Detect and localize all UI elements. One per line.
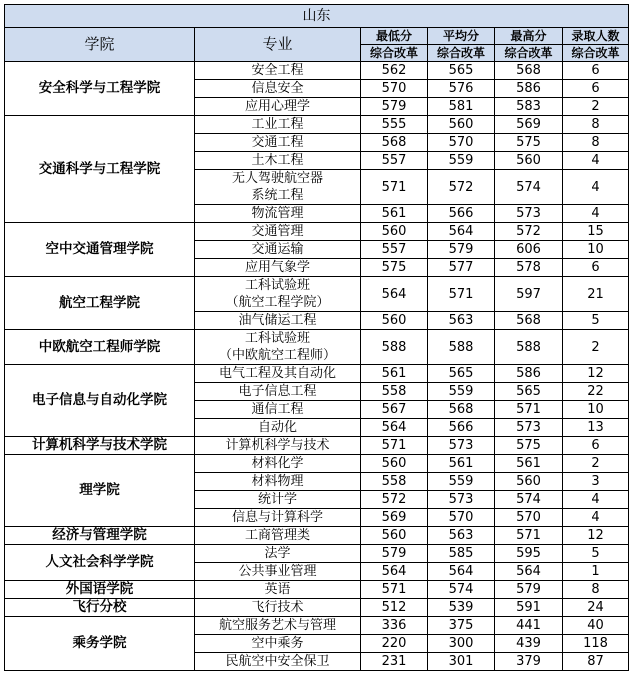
major-name: 航空服务艺术与管理 [218, 618, 336, 633]
admission-score-table [4, 4, 629, 671]
major-cell [195, 80, 361, 98]
max-score-cell: 579 [495, 581, 563, 599]
table-row [5, 365, 629, 383]
max-score-cell: 573 [495, 205, 563, 223]
avg-score-cell: 300 [428, 635, 495, 653]
min-score-cell: 568 [361, 134, 428, 152]
min-score-cell: 220 [361, 635, 428, 653]
major-name: 土木工程 [251, 153, 304, 168]
major-cell [195, 330, 361, 365]
major-cell [195, 365, 361, 383]
major-name: 信息安全 [251, 81, 304, 96]
max-score-cell: 595 [495, 545, 563, 563]
admitted-count-cell: 4 [563, 491, 629, 509]
major-name: 英语 [264, 582, 291, 597]
min-score-cell: 558 [361, 473, 428, 491]
admitted-count-cell: 6 [563, 259, 629, 277]
max-score-cell: 591 [495, 599, 563, 617]
min-score-cell: 571 [361, 437, 428, 455]
min-score-cell: 562 [361, 62, 428, 80]
min-score-cell: 561 [361, 205, 428, 223]
avg-score-cell: 570 [428, 509, 495, 527]
major-name: 公共事业管理 [238, 564, 317, 579]
college-cell: 人文社会科学学院 [5, 545, 195, 581]
major-name: 计算机科学与技术 [225, 438, 330, 453]
max-score-cell: 561 [495, 455, 563, 473]
max-score-cell: 572 [495, 223, 563, 241]
admitted-count-cell: 118 [563, 635, 629, 653]
avg-score-cell: 574 [428, 581, 495, 599]
admitted-count-cell: 6 [563, 80, 629, 98]
max-score-cell: 569 [495, 116, 563, 134]
major-name: 无人驾驶航空器 [231, 171, 323, 186]
major-name: 电气工程及其自动化 [218, 366, 336, 381]
major-cell [195, 170, 361, 205]
major-cell [195, 473, 361, 491]
max-score-cell: 575 [495, 437, 563, 455]
college-cell: 乘务学院 [5, 617, 195, 671]
major-name: 民航空中安全保卫 [225, 654, 330, 669]
major-name: 飞行技术 [251, 600, 304, 615]
major-cell [195, 635, 361, 653]
major-name: 工商管理类 [244, 528, 310, 543]
admitted-count-cell: 4 [563, 205, 629, 223]
major-name: （航空工程学院） [225, 295, 330, 310]
major-cell [195, 116, 361, 134]
avg-score-cell: 565 [428, 62, 495, 80]
major-cell [195, 98, 361, 116]
min-score-cell: 231 [361, 653, 428, 671]
major-name: 工业工程 [251, 117, 304, 132]
college-cell: 中欧航空工程师学院 [5, 330, 195, 365]
major-name: 材料化学 [251, 456, 304, 471]
avg-score-header: 平均分 [428, 28, 495, 45]
admitted-count-cell: 1 [563, 563, 629, 581]
avg-score-cell: 566 [428, 419, 495, 437]
college-cell: 外国语学院 [5, 581, 195, 599]
avg-score-cell: 375 [428, 617, 495, 635]
avg-score-cell: 577 [428, 259, 495, 277]
max-score-cell: 571 [495, 527, 563, 545]
min-score-header: 最低分 [361, 28, 428, 45]
major-cell [195, 205, 361, 223]
major-cell [195, 241, 361, 259]
admitted-count-cell: 5 [563, 312, 629, 330]
min-score-cell: 557 [361, 152, 428, 170]
score-table-wrapper [4, 4, 629, 671]
min-score-cell: 588 [361, 330, 428, 365]
admitted-count-cell: 4 [563, 170, 629, 205]
admitted-count-cell: 21 [563, 277, 629, 312]
major-cell [195, 509, 361, 527]
major-cell [195, 62, 361, 80]
min-score-cell: 555 [361, 116, 428, 134]
major-cell [195, 491, 361, 509]
avg-score-subheader: 综合改革 [428, 45, 495, 62]
college-cell: 空中交通管理学院 [5, 223, 195, 277]
admitted-count-cell: 10 [563, 401, 629, 419]
avg-score-cell: 573 [428, 491, 495, 509]
min-score-cell: 579 [361, 98, 428, 116]
max-score-cell: 571 [495, 401, 563, 419]
college-cell: 飞行分校 [5, 599, 195, 617]
max-score-header: 最高分 [495, 28, 563, 45]
table-row [5, 599, 629, 617]
major-name: 电子信息工程 [238, 384, 317, 399]
max-score-cell: 568 [495, 62, 563, 80]
avg-score-cell: 559 [428, 473, 495, 491]
major-name: 油气储运工程 [238, 313, 317, 328]
avg-score-cell: 564 [428, 223, 495, 241]
major-cell [195, 563, 361, 581]
major-cell [195, 455, 361, 473]
admitted-count-cell: 12 [563, 527, 629, 545]
table-row [5, 545, 629, 563]
min-score-cell: 564 [361, 563, 428, 581]
major-name: 法学 [264, 546, 291, 561]
admitted-count-header: 录取人数 [563, 28, 629, 45]
admitted-count-cell: 2 [563, 455, 629, 473]
admitted-count-cell: 4 [563, 152, 629, 170]
avg-score-cell: 585 [428, 545, 495, 563]
major-cell [195, 419, 361, 437]
admitted-count-cell: 12 [563, 365, 629, 383]
table-row [5, 223, 629, 241]
admitted-count-cell: 8 [563, 581, 629, 599]
max-score-cell: 568 [495, 312, 563, 330]
college-cell: 航空工程学院 [5, 277, 195, 330]
max-score-cell: 560 [495, 152, 563, 170]
college-cell: 安全科学与工程学院 [5, 62, 195, 116]
avg-score-cell: 564 [428, 563, 495, 581]
admitted-count-cell: 8 [563, 134, 629, 152]
table-row [5, 437, 629, 455]
admitted-count-cell: 87 [563, 653, 629, 671]
avg-score-cell: 579 [428, 241, 495, 259]
major-cell [195, 581, 361, 599]
major-name: 安全工程 [251, 63, 304, 78]
major-name: 物流管理 [251, 206, 304, 221]
avg-score-cell: 566 [428, 205, 495, 223]
admitted-count-cell: 8 [563, 116, 629, 134]
region-title: 山东 [5, 5, 629, 28]
avg-score-cell: 560 [428, 116, 495, 134]
major-name: 空中乘务 [251, 636, 304, 651]
major-cell [195, 401, 361, 419]
major-name: 应用心理学 [244, 99, 310, 114]
table-body [5, 62, 629, 671]
major-cell [195, 312, 361, 330]
table-row [5, 617, 629, 635]
table-row [5, 277, 629, 312]
avg-score-cell: 581 [428, 98, 495, 116]
max-score-cell: 588 [495, 330, 563, 365]
min-score-cell: 564 [361, 277, 428, 312]
major-cell [195, 437, 361, 455]
admitted-count-cell: 3 [563, 473, 629, 491]
max-score-cell: 606 [495, 241, 563, 259]
major-cell [195, 653, 361, 671]
min-score-cell: 575 [361, 259, 428, 277]
max-score-cell: 560 [495, 473, 563, 491]
min-score-cell: 564 [361, 419, 428, 437]
major-cell [195, 134, 361, 152]
table-row [5, 455, 629, 473]
college-cell: 计算机科学与技术学院 [5, 437, 195, 455]
min-score-cell: 571 [361, 170, 428, 205]
avg-score-cell: 571 [428, 277, 495, 312]
major-cell [195, 223, 361, 241]
major-cell [195, 617, 361, 635]
min-score-cell: 557 [361, 241, 428, 259]
admitted-count-subheader: 综合改革 [563, 45, 629, 62]
max-score-cell: 583 [495, 98, 563, 116]
min-score-cell: 561 [361, 365, 428, 383]
max-score-cell: 573 [495, 419, 563, 437]
max-score-cell: 574 [495, 491, 563, 509]
admitted-count-cell: 6 [563, 437, 629, 455]
max-score-cell: 441 [495, 617, 563, 635]
min-score-cell: 579 [361, 545, 428, 563]
max-score-cell: 597 [495, 277, 563, 312]
avg-score-cell: 301 [428, 653, 495, 671]
college-header: 学院 [5, 28, 195, 62]
min-score-cell: 560 [361, 312, 428, 330]
major-name: 信息与计算科学 [231, 510, 323, 525]
max-score-cell: 379 [495, 653, 563, 671]
college-cell: 经济与管理学院 [5, 527, 195, 545]
major-header: 专业 [195, 28, 361, 62]
avg-score-cell: 563 [428, 527, 495, 545]
college-cell: 理学院 [5, 455, 195, 527]
min-score-cell: 567 [361, 401, 428, 419]
admitted-count-cell: 6 [563, 62, 629, 80]
avg-score-cell: 568 [428, 401, 495, 419]
admitted-count-cell: 15 [563, 223, 629, 241]
avg-score-cell: 570 [428, 134, 495, 152]
min-score-cell: 569 [361, 509, 428, 527]
avg-score-cell: 573 [428, 437, 495, 455]
max-score-cell: 575 [495, 134, 563, 152]
admitted-count-cell: 13 [563, 419, 629, 437]
min-score-cell: 570 [361, 80, 428, 98]
major-cell [195, 277, 361, 312]
max-score-cell: 570 [495, 509, 563, 527]
max-score-cell: 586 [495, 80, 563, 98]
major-name: 工科试验班 [244, 331, 310, 346]
major-name: 统计学 [257, 492, 297, 507]
major-name: 材料物理 [251, 474, 304, 489]
min-score-cell: 558 [361, 383, 428, 401]
admitted-count-cell: 22 [563, 383, 629, 401]
major-name: 工科试验班 [244, 278, 310, 293]
max-score-subheader: 综合改革 [495, 45, 563, 62]
major-name: 自动化 [257, 420, 297, 435]
major-cell [195, 599, 361, 617]
max-score-cell: 578 [495, 259, 563, 277]
table-row [5, 527, 629, 545]
avg-score-cell: 561 [428, 455, 495, 473]
admitted-count-cell: 2 [563, 98, 629, 116]
min-score-cell: 560 [361, 455, 428, 473]
admitted-count-cell: 10 [563, 241, 629, 259]
min-score-cell: 512 [361, 599, 428, 617]
avg-score-cell: 563 [428, 312, 495, 330]
major-name: 通信工程 [251, 402, 304, 417]
min-score-cell: 571 [361, 581, 428, 599]
table-row [5, 330, 629, 365]
admitted-count-cell: 4 [563, 509, 629, 527]
table-row [5, 116, 629, 134]
major-cell [195, 527, 361, 545]
avg-score-cell: 576 [428, 80, 495, 98]
avg-score-cell: 572 [428, 170, 495, 205]
major-name: 交通运输 [251, 242, 304, 257]
max-score-cell: 439 [495, 635, 563, 653]
major-cell [195, 545, 361, 563]
max-score-cell: 574 [495, 170, 563, 205]
major-cell [195, 259, 361, 277]
min-score-subheader: 综合改革 [361, 45, 428, 62]
max-score-cell: 564 [495, 563, 563, 581]
major-name: （中欧航空工程师） [218, 348, 336, 363]
table-row [5, 62, 629, 80]
min-score-cell: 560 [361, 527, 428, 545]
major-name: 交通管理 [251, 224, 304, 239]
major-cell [195, 152, 361, 170]
min-score-cell: 336 [361, 617, 428, 635]
college-cell: 交通科学与工程学院 [5, 116, 195, 223]
admitted-count-cell: 40 [563, 617, 629, 635]
avg-score-cell: 539 [428, 599, 495, 617]
max-score-cell: 565 [495, 383, 563, 401]
max-score-cell: 586 [495, 365, 563, 383]
avg-score-cell: 559 [428, 383, 495, 401]
avg-score-cell: 559 [428, 152, 495, 170]
table-row [5, 581, 629, 599]
major-name: 系统工程 [251, 188, 304, 203]
min-score-cell: 560 [361, 223, 428, 241]
admitted-count-cell: 24 [563, 599, 629, 617]
admitted-count-cell: 2 [563, 330, 629, 365]
min-score-cell: 572 [361, 491, 428, 509]
college-cell: 电子信息与自动化学院 [5, 365, 195, 437]
major-name: 应用气象学 [244, 260, 310, 275]
major-name: 交通工程 [251, 135, 304, 150]
admitted-count-cell: 5 [563, 545, 629, 563]
avg-score-cell: 565 [428, 365, 495, 383]
major-cell [195, 383, 361, 401]
avg-score-cell: 588 [428, 330, 495, 365]
